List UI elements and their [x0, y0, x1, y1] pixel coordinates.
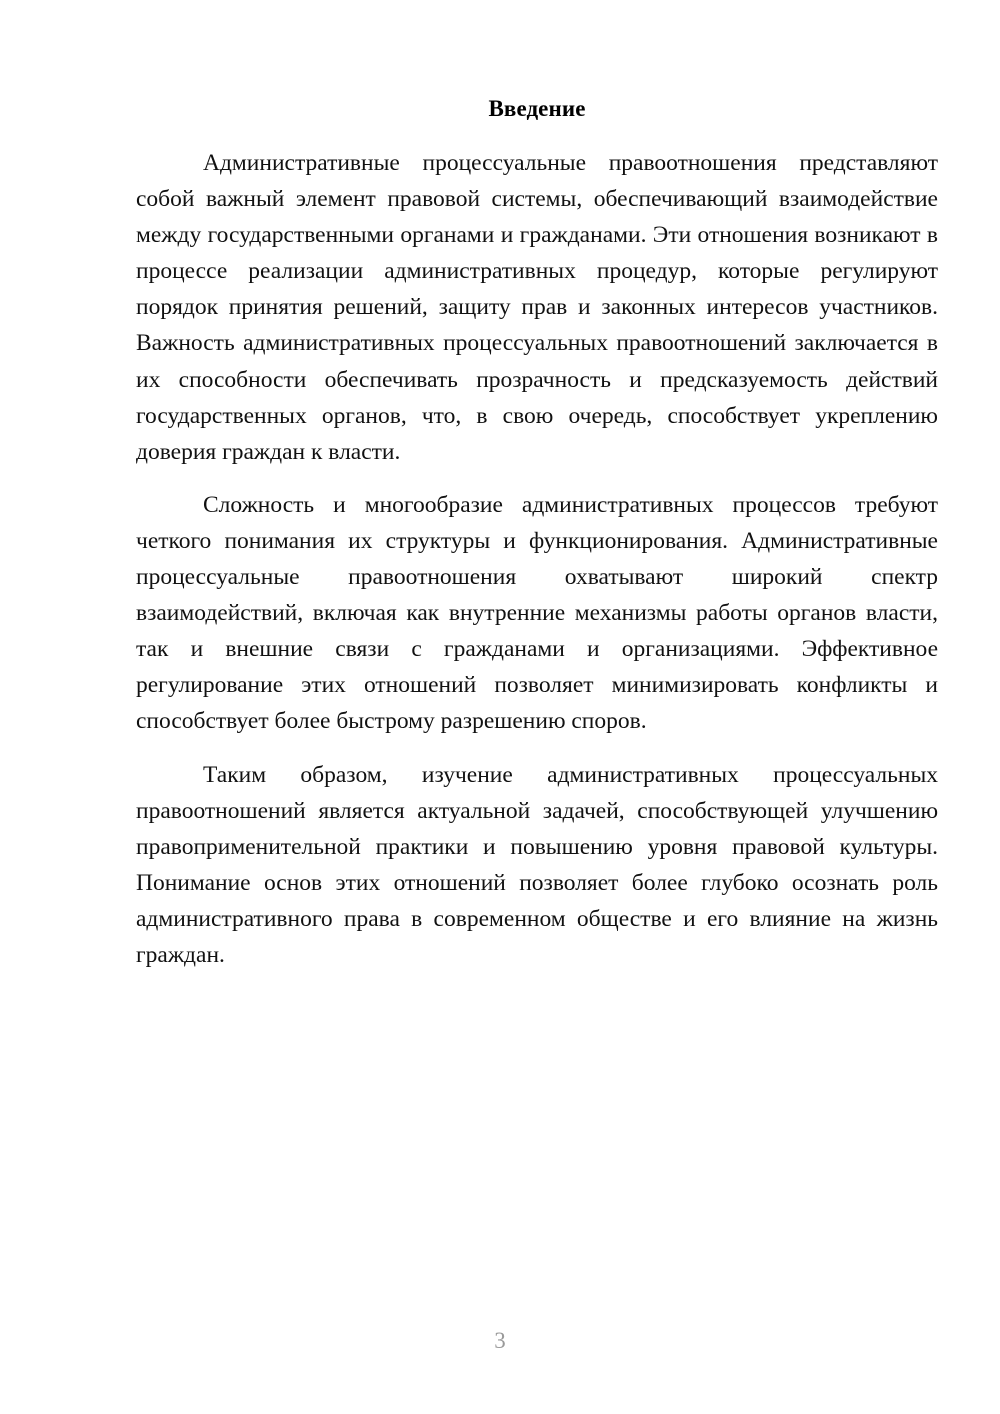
page-content-area — [136, 0, 938, 973]
page-number: 3 — [494, 1328, 506, 1353]
body-paragraph: Административные процессуальные правоотношения представляют собой важный элемент правовой системы, обеспечивающий взаимодействие между государственными органами и гражданами. Эти отношения возникают в процессе реализации административных процедур, которые регулируют порядок принятия решений, защиту прав и законных интересов участников. Важность административных процессуальных правоотношений заключается в их способности обеспечивать прозрачность и предсказуемость действий государственных органов, что, в свою очередь, способствует укреплению доверия граждан к власти. — [136, 150, 938, 465]
body-paragraph: Сложность и многообразие административных процессов требуют четкого понимания их структуры и функционирования. Административные процессуальные правоотношения охватывают широкий спектр взаимодействий, включая как внутренние механизмы работы органов власти, так и внешние связи с гражданами и организациями. Эффективное регулирование этих отношений позволяет минимизировать конфликты и способствует более быстрому разрешению споров. — [136, 491, 938, 735]
page-title: Введение — [488, 96, 586, 121]
body-paragraph: Таким образом, изучение административных процессуальных правоотношений является актуальной задачей, способствующей улучшению правоприменительной практики и повышению уровня правовой культуры. Понимание основ этих отношений позволяет более глубоко осознать роль административного права в современном обществе и его влияние на жизнь граждан. — [136, 761, 938, 968]
document-body — [136, 145, 938, 973]
